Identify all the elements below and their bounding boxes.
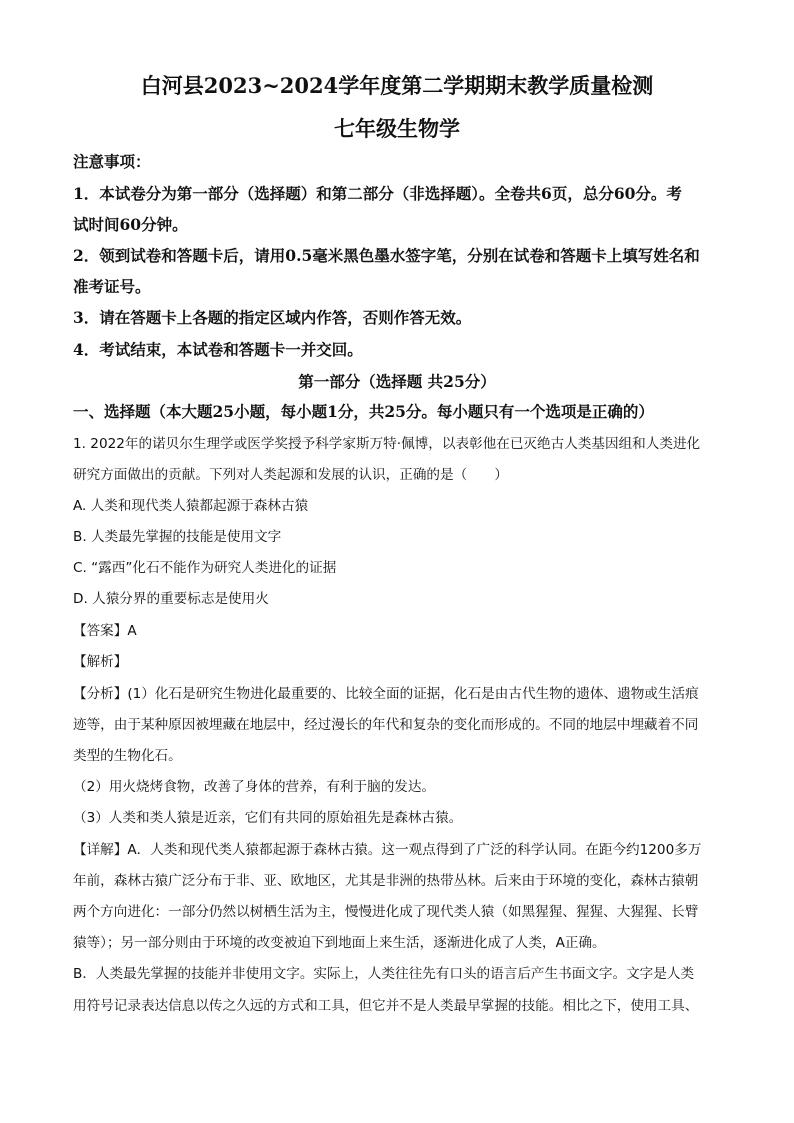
option-c: C. “露西”化石不能作为研究人类进化的证据 [73,560,337,576]
analysis-line: B．人类最先掌握的技能并非使用文字。实际上，人类往往先有口头的语言后产生书面文字。文字是人类 [73,966,695,982]
analysis-line: 两个方向进化：一部分仍然以树栖生活为主，慢慢进化成了现代类人猿（如黑猩猩、猩猩、大猩猩、长臂 [73,904,699,920]
part-heading: 第一部分（选择题 共25分） [298,372,496,391]
section-heading: 一、选择题（本大题25小题，每小题1分，共25分。每小题只有一个选项是正确的） [73,402,654,421]
analysis-line: 类型的生物化石。 [73,748,182,764]
notice-line: 4．考试结束，本试卷和答题卡一并交回。 [73,340,363,359]
answer: 【答案】A [73,623,137,639]
question-stem: 研究方面做出的贡献。下列对人类起源和发展的认识，正确的是（ ） [73,467,508,483]
notice-line: 准考证号。 [73,277,151,296]
exam-title: 白河县2023~2024学年度第二学期期末教学质量检测 [140,73,654,98]
option-d: D. 人猿分界的重要标志是使用火 [73,591,269,607]
analysis-line: 猿等）；另一部分则由于环境的改变被迫下到地面上来生活，逐渐进化成了人类，A正确。 [73,935,606,951]
analysis-line: 【详解】A．人类和现代类人猿都起源于森林古猿。这一观点得到了广泛的科学认同。在距今约1200多万 [73,842,702,858]
notice-line: 3．请在答题卡上各题的指定区域内作答，否则作答无效。 [73,308,472,327]
analysis-line: （2）用火烧烤食物，改善了身体的营养，有利于脑的发达。 [73,779,436,795]
analysis-line: 用符号记录表达信息以传之久远的方式和工具，但它并不是人类最早掌握的技能。相比之下，使用工具、 [73,998,699,1014]
notice-heading: 注意事项： [73,152,151,171]
analysis-line: （3）人类和类人猿是近亲，它们有共同的原始祖先是森林古猿。 [73,810,463,826]
analysis-line: 迹等，由于某种原因被埋藏在地层中，经过漫长的年代和复杂的变化而形成的。不同的地层中埋藏着不同 [73,717,699,733]
notice-line: 试时间60分钟。 [73,215,188,234]
analysis-line: 【分析】(1）化石是研究生物进化最重要的、比较全面的证据，化石是由古代生物的遗体、遗物或生活痕 [73,686,699,702]
analysis-line: 年前，森林古猿广泛分布于非、亚、欧地区，尤其是非洲的热带丛林。后来由于环境的变化，森林古猿朝 [73,873,699,889]
analysis-label: 【解析】 [73,654,128,670]
exam-subtitle: 七年级生物学 [334,116,460,141]
option-a: A. 人类和现代类人猿都起源于森林古猿 [73,498,309,514]
notice-line: 1．本试卷分为第一部分（选择题）和第二部分（非选择题）。全卷共6页，总分60分。考 [73,184,682,203]
option-b: B. 人类最先掌握的技能是使用文字 [73,529,282,545]
notice-line: 2．领到试卷和答题卡后，请用0.5毫米黑色墨水签字笔，分别在试卷和答题卡上填写姓名和 [73,246,700,265]
question-stem: 1. 2022年的诺贝尔生理学或医学奖授予科学家斯万特·佩博，以表彰他在已灭绝古人类基因组和人类进化 [73,436,701,452]
